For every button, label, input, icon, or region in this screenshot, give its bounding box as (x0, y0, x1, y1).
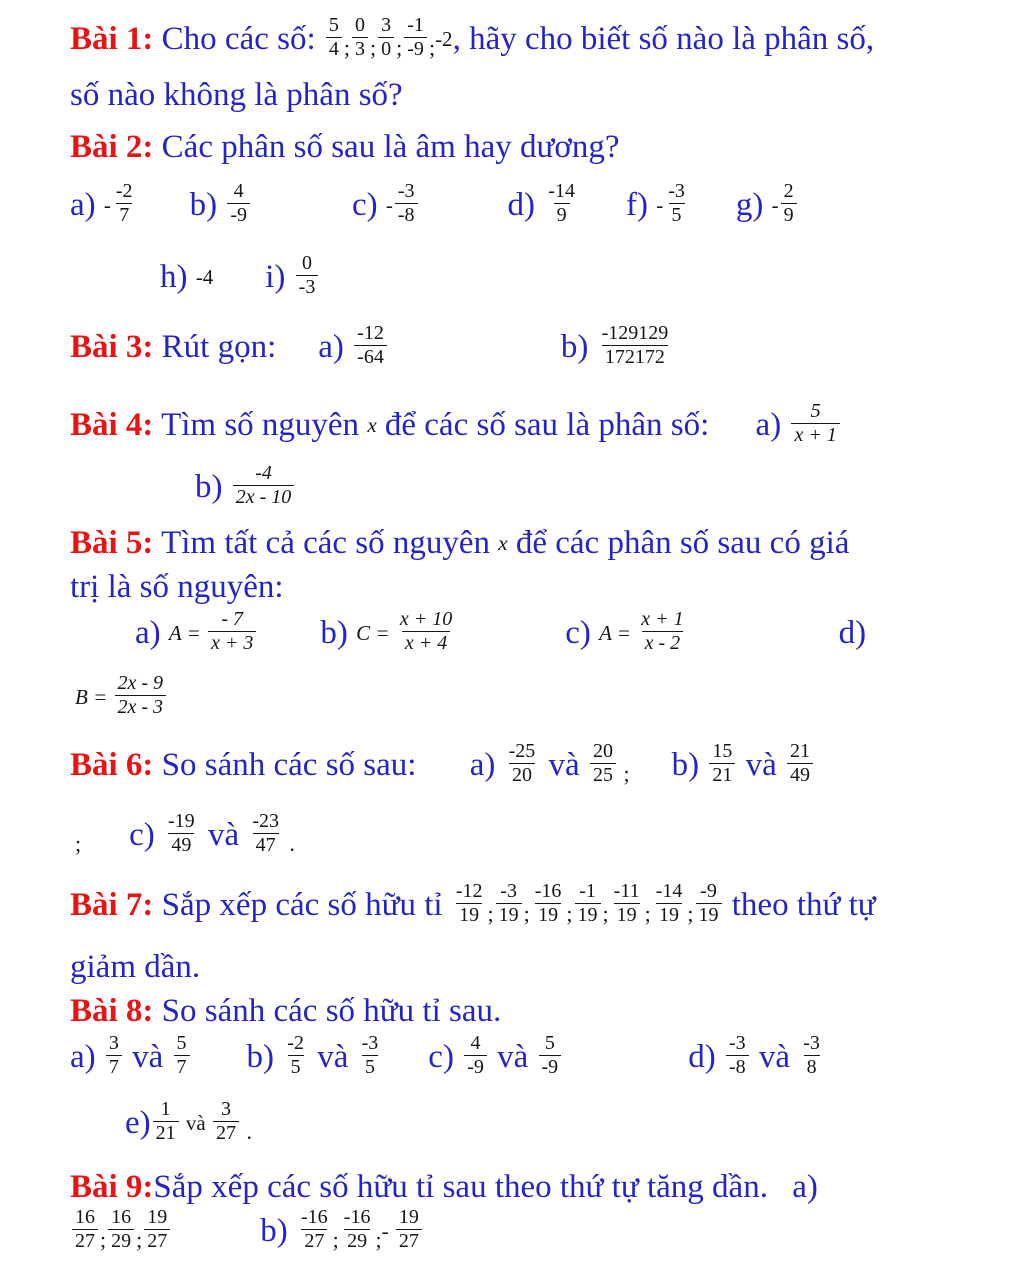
fraction (611, 880, 643, 926)
math-separator: ; (136, 1227, 143, 1252)
math-text: C = (356, 620, 395, 645)
fraction-denominator: 27 (72, 1229, 98, 1252)
fraction-numerator: 16 (75, 1206, 95, 1229)
fraction-numerator: -16 (301, 1206, 328, 1229)
fraction (354, 322, 387, 368)
fraction-denominator: 20 (509, 763, 535, 786)
fraction-numerator: 15 (712, 740, 733, 763)
fraction (378, 14, 394, 60)
fraction-denominator: 27 (396, 1229, 422, 1252)
spacer (276, 347, 318, 348)
fraction-numerator: -16 (534, 880, 562, 903)
spacer (563, 1057, 688, 1058)
item-letter: g) (735, 186, 772, 223)
body-text: số nào không là phân số? (70, 76, 403, 113)
fraction-denominator: 2x - 10 (233, 485, 295, 508)
body-text: Cho các số: (153, 20, 324, 57)
math-separator: ; (687, 901, 694, 926)
body-text: để các số sau là phân số: (376, 406, 718, 443)
fraction-denominator: 29 (108, 1229, 134, 1252)
fraction (791, 400, 839, 446)
fraction-denominator: 29 (344, 1229, 370, 1252)
fraction (545, 180, 578, 226)
spacer (420, 205, 508, 206)
fraction-numerator: 2x - 9 (117, 672, 164, 695)
fraction-denominator: x + 3 (208, 631, 256, 654)
item-letter: c) (129, 816, 164, 853)
fraction-denominator: 49 (168, 833, 194, 856)
body-text: Các phân số sau là âm hay dương? (153, 128, 620, 165)
body-text: và (737, 746, 785, 783)
spacer (252, 205, 352, 206)
fraction-numerator: -1 (407, 14, 424, 37)
fraction-numerator: -12 (357, 322, 384, 345)
fraction (341, 1206, 374, 1252)
body-text: theo thứ tự (723, 886, 876, 923)
bai2-items-row1 (70, 176, 799, 234)
body-text: So sánh các số sau: (153, 746, 425, 783)
math-separator: ; (100, 1227, 107, 1252)
fraction (397, 608, 455, 654)
fraction (213, 1098, 239, 1144)
math-separator: ; (617, 761, 630, 786)
spacer (172, 1231, 260, 1232)
fraction-numerator: -9 (700, 880, 717, 903)
math-separator: ; (375, 1227, 382, 1252)
fraction-denominator: -3 (296, 275, 319, 298)
spacer (425, 765, 470, 766)
bai8-item-e (125, 1094, 252, 1152)
fraction-numerator: -3 (397, 180, 415, 203)
problem-label: Bài 6: (70, 746, 154, 783)
fraction (599, 322, 672, 368)
fraction (249, 810, 282, 856)
item-letter: b) (671, 746, 708, 783)
fraction-numerator: -3 (500, 880, 517, 903)
item-letter: i) (265, 258, 294, 295)
body-text: và (123, 1038, 172, 1075)
spacer (630, 765, 672, 766)
fraction (575, 880, 601, 926)
math-text: -4 (195, 264, 214, 289)
fraction-numerator: -25 (508, 740, 536, 763)
bai8-items (70, 1028, 825, 1086)
item-letter: b) (260, 1212, 296, 1249)
fraction (453, 880, 486, 926)
math-separator: . (284, 831, 296, 856)
item-letter: c) (565, 614, 600, 651)
fraction (539, 1032, 562, 1078)
fraction-numerator: 19 (147, 1206, 168, 1229)
fraction-denominator: 27 (144, 1229, 170, 1252)
math-text: -2 (435, 26, 453, 51)
fraction (638, 608, 686, 654)
math-separator: ; (75, 831, 82, 856)
fraction (709, 740, 735, 786)
fraction-numerator: 20 (592, 740, 613, 763)
item-letter: h) (160, 258, 196, 295)
bai6-item-c (75, 806, 295, 864)
body-text: , hãy cho biết số nào là phân số, (452, 20, 875, 57)
math-separator: ; (428, 35, 436, 60)
fraction-numerator: 0 (355, 14, 366, 37)
bai2-title (70, 118, 619, 176)
fraction-denominator: x + 1 (791, 423, 839, 446)
bai1-line1 (70, 10, 874, 68)
fraction-denominator: 5 (288, 1055, 304, 1078)
math-text: - (381, 1218, 394, 1243)
fraction-numerator: x + 10 (399, 608, 453, 631)
math-separator: ; (343, 35, 351, 60)
bai4-row (70, 396, 842, 454)
fraction-numerator: 5 (328, 14, 339, 37)
spacer (258, 633, 320, 634)
spacer (389, 347, 561, 348)
body-text: và (199, 816, 248, 853)
fraction (665, 180, 688, 226)
problem-label: Bài 4: (70, 406, 154, 443)
spacer (718, 425, 756, 426)
fraction (496, 880, 522, 926)
math-separator: ; (523, 901, 530, 926)
math-separator: ; (566, 901, 573, 926)
fraction (106, 1032, 122, 1078)
fraction-denominator: -9 (539, 1055, 562, 1078)
fraction-numerator: -2 (287, 1032, 304, 1055)
math-text: A = (168, 620, 207, 645)
body-text: Tìm tất cả các số nguyên (153, 524, 499, 561)
fraction-numerator: -3 (668, 180, 685, 203)
spacer (138, 205, 190, 206)
fraction-denominator: 7 (116, 203, 132, 226)
fraction (590, 740, 616, 786)
fraction-denominator: 19 (496, 903, 522, 926)
body-text: và (308, 1038, 357, 1075)
item-letter: c) (351, 186, 386, 223)
fraction-numerator: 5 (544, 1032, 555, 1055)
body-text: Rút gọn: (153, 328, 277, 365)
item-letter: a) (318, 328, 353, 365)
fraction-denominator: 7 (106, 1055, 122, 1078)
bai9-fracs (70, 1202, 424, 1260)
problem-label: Bài 1: (70, 20, 154, 57)
spacer (776, 1187, 792, 1188)
bai2-items-row2 (160, 248, 320, 306)
fraction-denominator: 8 (804, 1055, 820, 1078)
fraction (113, 180, 136, 226)
problem-label: Bài 2: (70, 128, 154, 165)
math-text: A = (599, 620, 637, 645)
spacer (192, 1057, 247, 1058)
fraction (781, 180, 797, 226)
body-text: Sắp xếp các số hữu tỉ sau theo thứ tự tăng dần. (153, 1168, 777, 1205)
fraction-denominator: -8 (726, 1055, 749, 1078)
fraction-denominator: 27 (301, 1229, 327, 1252)
fraction-denominator: 4 (326, 37, 342, 60)
math-text: - (103, 192, 111, 217)
fraction (326, 14, 342, 60)
bai3-row (70, 318, 673, 376)
bai5-item-B (75, 668, 168, 726)
fraction-numerator: -19 (168, 810, 195, 833)
fraction-denominator: 19 (575, 903, 601, 926)
bai5-items (135, 604, 866, 662)
fraction (115, 672, 167, 718)
fraction-denominator: 3 (352, 37, 368, 60)
fraction-numerator: 16 (111, 1206, 132, 1229)
fraction (284, 1032, 307, 1078)
fraction-denominator: 27 (213, 1121, 239, 1144)
fraction-denominator: -8 (395, 203, 418, 226)
fraction (208, 608, 256, 654)
bai1-line2 (70, 66, 403, 124)
body-text: Sắp xếp các số hữu tỉ (153, 886, 451, 923)
fraction-numerator: -3 (361, 1032, 379, 1055)
item-letter: d) (507, 186, 544, 223)
fraction (165, 810, 198, 856)
bai7-row (70, 876, 876, 934)
item-letter: a) (70, 186, 104, 223)
fraction-numerator: -1 (579, 880, 596, 903)
fraction-denominator: 7 (174, 1055, 190, 1078)
problem-label: Bài 8: (70, 992, 154, 1029)
spacer (689, 633, 839, 634)
problem-label: Bài 3: (70, 328, 154, 365)
math-text: - (656, 192, 664, 217)
item-letter: b) (560, 328, 597, 365)
fraction (696, 880, 722, 926)
math-text: x (498, 530, 508, 555)
fraction-numerator: -12 (455, 880, 483, 903)
fraction-numerator: x + 1 (641, 608, 684, 631)
fraction-numerator: 3 (108, 1032, 119, 1055)
fraction-numerator: -3 (803, 1032, 820, 1055)
body-text: giảm dần. (70, 948, 201, 985)
fraction-denominator: 19 (614, 903, 640, 926)
fraction (153, 1098, 179, 1144)
item-letter: b) (195, 468, 231, 505)
math-separator: ; (487, 901, 494, 926)
fraction-numerator: 21 (789, 740, 810, 763)
math-separator: ; (644, 901, 651, 926)
spacer (457, 633, 565, 634)
fraction (298, 1206, 331, 1252)
body-text: và (750, 1038, 799, 1075)
item-letter: a) (469, 746, 504, 783)
spacer (690, 205, 736, 206)
fraction-numerator: 4 (470, 1032, 481, 1055)
fraction-numerator: -129129 (601, 322, 669, 345)
fraction (227, 180, 250, 226)
fraction-numerator: 3 (381, 14, 392, 37)
fraction (404, 14, 427, 60)
fraction-denominator: 49 (787, 763, 813, 786)
fraction-denominator: 19 (456, 903, 482, 926)
fraction-numerator: 5 (176, 1032, 187, 1055)
fraction-denominator: -9 (464, 1055, 487, 1078)
fraction-numerator: -4 (255, 462, 272, 485)
item-letter: d) (838, 614, 867, 651)
fraction-numerator: 2 (783, 180, 794, 203)
item-letter: a) (755, 406, 790, 443)
spacer (81, 835, 129, 836)
math-separator: . (240, 1119, 252, 1144)
body-text: và (540, 746, 588, 783)
fraction (352, 14, 368, 60)
fraction-denominator: -64 (354, 345, 387, 368)
fraction-numerator: - 7 (221, 608, 244, 631)
math-text: x (367, 412, 377, 437)
math-text: - (771, 192, 779, 217)
fraction (72, 1206, 98, 1252)
math-text: - (385, 192, 393, 217)
fraction-denominator: 9 (781, 203, 797, 226)
spacer (383, 1057, 428, 1058)
fraction-numerator: 4 (233, 180, 244, 203)
fraction (506, 740, 539, 786)
fraction (726, 1032, 749, 1078)
item-letter: b) (320, 614, 357, 651)
fraction-numerator: -14 (548, 180, 575, 203)
fraction (233, 462, 295, 508)
problem-label: Bài 5: (70, 524, 154, 561)
fraction-denominator: 19 (535, 903, 561, 926)
fraction (174, 1032, 190, 1078)
fraction-denominator: 21 (709, 763, 735, 786)
body-text: để các phân số sau có giá (507, 524, 850, 561)
fraction-denominator: 172172 (602, 345, 668, 368)
body-text: Tìm số nguyên (153, 406, 368, 443)
item-letter: d) (688, 1038, 724, 1075)
math-text: và (180, 1110, 211, 1135)
fraction (800, 1032, 823, 1078)
item-letter: b) (189, 186, 226, 223)
fraction (296, 252, 319, 298)
fraction-numerator: -23 (252, 810, 280, 833)
fraction (395, 180, 418, 226)
item-letter: a) (135, 614, 169, 651)
fraction-denominator: 9 (554, 203, 570, 226)
fraction (532, 880, 565, 926)
body-text: So sánh các số hữu tỉ sau. (153, 992, 502, 1029)
fraction-numerator: -11 (613, 880, 640, 903)
item-letter: b) (246, 1038, 283, 1075)
item-letter: a) (70, 1038, 104, 1075)
fraction-denominator: -9 (227, 203, 250, 226)
fraction-numerator: 19 (398, 1206, 419, 1229)
fraction-denominator: 25 (590, 763, 616, 786)
fraction-denominator: x + 4 (402, 631, 450, 654)
math-text: B = (75, 684, 113, 709)
fraction (108, 1206, 134, 1252)
item-letter: f) (625, 186, 657, 223)
fraction-numerator: 3 (220, 1098, 231, 1121)
spacer (213, 277, 265, 278)
math-separator: ; (370, 35, 377, 60)
fraction-denominator: 2x - 3 (115, 695, 167, 718)
problem-label: Bài 7: (70, 886, 154, 923)
fraction-numerator: -14 (655, 880, 683, 903)
fraction-numerator: 1 (160, 1098, 171, 1121)
fraction (787, 740, 813, 786)
fraction-denominator: 5 (362, 1055, 378, 1078)
fraction-denominator: 0 (378, 37, 394, 60)
fraction-denominator: 5 (669, 203, 685, 226)
fraction (464, 1032, 487, 1078)
fraction-numerator: 5 (810, 400, 821, 423)
item-letter: c) (428, 1038, 463, 1075)
fraction-numerator: -16 (343, 1206, 371, 1229)
fraction-numerator: -3 (728, 1032, 746, 1055)
fraction-numerator: 0 (302, 252, 312, 275)
fraction-numerator: -2 (115, 180, 133, 203)
fraction (653, 880, 686, 926)
fraction-denominator: x - 2 (642, 631, 684, 654)
math-separator: ; (332, 1227, 339, 1252)
bai6-row (70, 736, 815, 794)
spacer (580, 205, 626, 206)
fraction-denominator: -9 (404, 37, 427, 60)
math-separator: ; (396, 35, 403, 60)
math-separator: ; (602, 901, 609, 926)
problem-label: Bài 9: (70, 1168, 154, 1205)
fraction (396, 1206, 422, 1252)
fraction (359, 1032, 382, 1078)
fraction-denominator: 19 (656, 903, 682, 926)
body-text: và (488, 1038, 537, 1075)
item-letter: e) (125, 1104, 151, 1141)
fraction-denominator: 47 (253, 833, 279, 856)
bai4-item-b (195, 458, 296, 516)
fraction-denominator: 19 (696, 903, 722, 926)
fraction-denominator: 21 (153, 1121, 179, 1144)
item-letter: a) (792, 1168, 818, 1205)
body-text: trị là số nguyên: (70, 568, 284, 605)
fraction (144, 1206, 170, 1252)
